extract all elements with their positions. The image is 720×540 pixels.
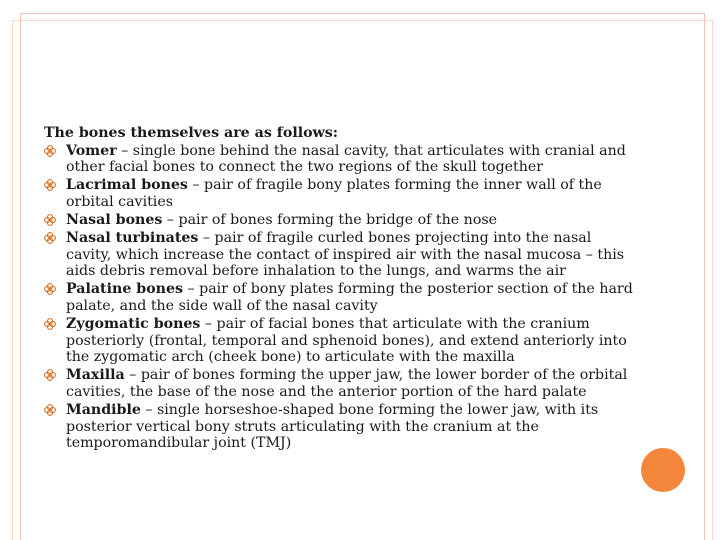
bone-term: Vomer [66, 142, 117, 159]
slide-body [44, 125, 634, 453]
bone-term: Nasal turbinates [66, 230, 199, 247]
bone-term: Mandible [66, 402, 141, 418]
bone-description: – pair of bones forming the upper jaw, the lower border of the orbital cavities, the base of the nose and the anterior portion of the hard palate [66, 367, 628, 400]
frame-line [704, 13, 705, 540]
bone-list [44, 143, 634, 452]
frame-line [712, 20, 713, 540]
list-item [44, 177, 634, 210]
bone-description: – pair of bones forming the bridge of the nose [162, 211, 498, 228]
bone-description: – pair of fragile bony plates forming the inner wall of the orbital cavities [66, 177, 602, 210]
frame-line [20, 13, 704, 14]
bone-description: – pair of fragile curled bones projecting into the nasal cavity, which increase the contact of inspired air with the nasal mucosa – this aids debris removal before inhalation to the lungs, and warms the air [66, 230, 625, 280]
quatrefoil-bullet-icon [44, 318, 56, 330]
list-item [44, 143, 634, 176]
frame-line [12, 20, 13, 540]
decorative-circle [641, 448, 685, 492]
bone-term: Palatine bones [66, 281, 183, 298]
quatrefoil-bullet-icon [44, 369, 56, 381]
frame-line [12, 20, 712, 21]
bone-term: Zygomatic bones [66, 316, 201, 333]
quatrefoil-bullet-icon [44, 214, 56, 226]
bone-description: – single bone behind the nasal cavity, that articulates with cranial and other facial bones to connect the two regions of the skull together [66, 142, 626, 176]
list-item [44, 402, 634, 452]
frame-line [20, 13, 21, 540]
list-item [44, 367, 634, 400]
bone-description: – single horseshoe-shaped bone forming the lower jaw, with its posterior vertical bony struts articulating with the cranium at the temporomandibular joint (TMJ) [66, 402, 599, 452]
bone-term: Maxilla [66, 367, 125, 384]
bone-description: – pair of bony plates forming the posterior section of the hard palate, and the side wall of the nasal cavity [66, 281, 633, 314]
quatrefoil-bullet-icon [44, 179, 56, 191]
intro-heading [44, 125, 634, 142]
quatrefoil-bullet-icon [44, 404, 56, 416]
quatrefoil-bullet-icon [44, 145, 56, 157]
intro-text: The bones themselves are as follows: [44, 125, 338, 141]
list-item [44, 230, 634, 280]
bone-description: – pair of facial bones that articulate with the cranium posteriorly (frontal, temporal and sphenoid bones), and extend anteriorly into the zygomatic arch (cheek bone) to articulate with the maxilla [66, 316, 627, 366]
quatrefoil-bullet-icon [44, 283, 56, 295]
bone-term: Nasal bones [66, 211, 163, 228]
bone-term: Lacrimal bones [66, 177, 188, 194]
list-item [44, 281, 634, 314]
list-item [44, 316, 634, 366]
quatrefoil-bullet-icon [44, 232, 56, 244]
list-item [44, 212, 634, 229]
